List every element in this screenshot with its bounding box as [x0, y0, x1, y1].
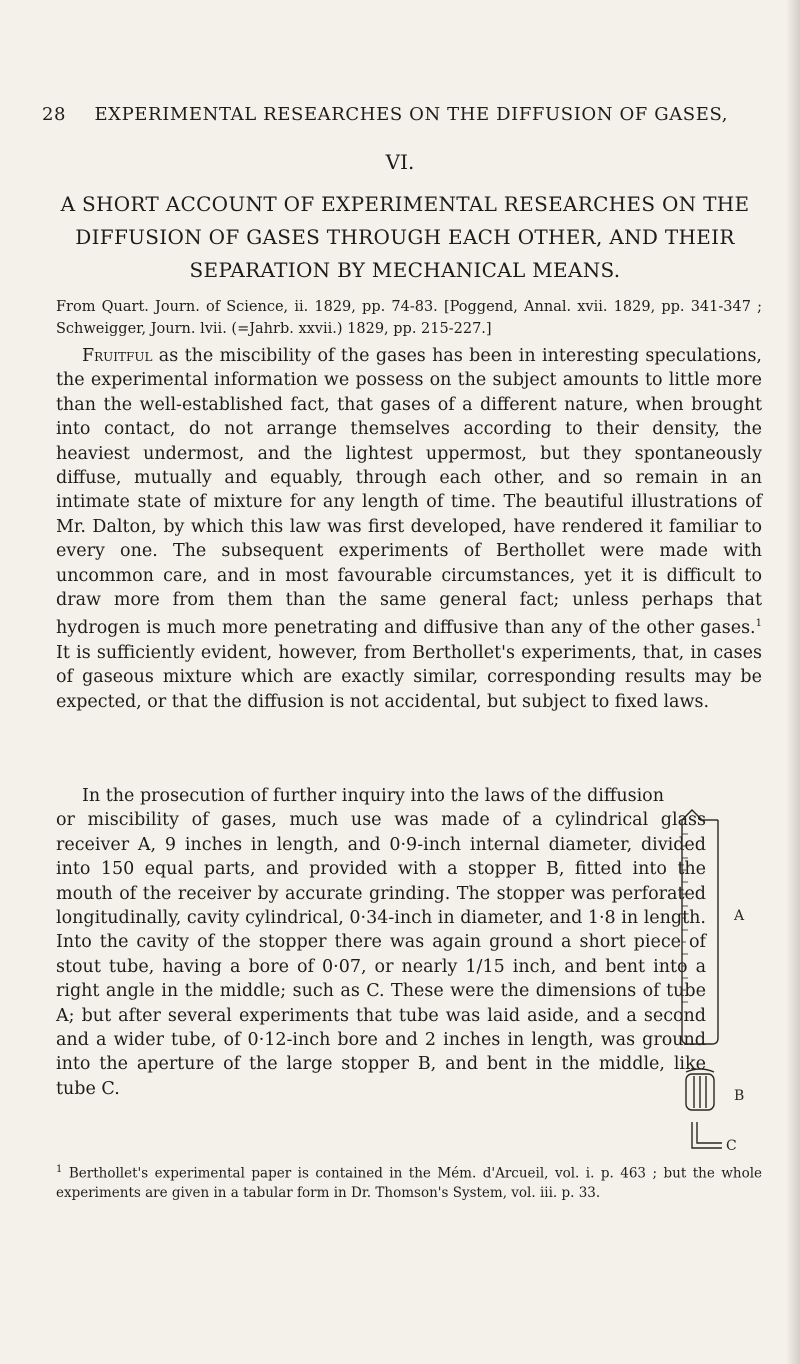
apparatus-figure [664, 810, 774, 1154]
receiver-tube-a [682, 810, 718, 1044]
paragraph-2-first-line: In the prosecution of further inquiry into the laws of the diffusion [82, 786, 664, 806]
footnote-text: Berthollet's experimental paper is contained in the Mém. d'Arcueil, vol. i. p. 463 ; but the whole experiments are given in a tabular form in Dr. Thomson's System, vol. iii. p. 33. [56, 1165, 763, 1201]
page-edge-shadow [786, 0, 800, 1364]
page-number: 28 [42, 104, 67, 125]
running-header [42, 104, 762, 125]
paragraph-1 [56, 344, 762, 714]
paragraph-lead-word: Fruitful [82, 346, 153, 366]
paragraph-2 [56, 784, 762, 1101]
footnote-mark: 1 [56, 1164, 63, 1175]
body-text [56, 344, 762, 714]
label-a: A [734, 908, 745, 924]
graduation-marks [682, 834, 688, 1002]
label-b: B [734, 1088, 745, 1104]
bent-tube-c [692, 1122, 722, 1148]
section-number: VI. [385, 150, 415, 174]
paragraph-1-text: as the miscibility of the gases has been in interesting speculations, the experimental information we possess on the subject amounts to little more than the well-established fact, that gases of a different nature, when brought into contact, do not arrange themselves according to their density, the heaviest undermost, and the lightest uppermost, but they spontaneously diffuse, mutually and equably, through each other, and so remain in an intimate state of mixture for any length of time. The beautiful illustrations of Mr. Dalton, by which this law was first developed, have rendered it familiar to every one. The subsequent experiments of Berthollet were made with uncommon care, and in most favourable circumstances, yet it is difficult to draw more from them than the same general fact; unless perhaps that hydrogen is much more penetrating and diffusive than any of the other gases. [56, 346, 762, 639]
running-title: EXPERIMENTAL RESEARCHES ON THE DIFFUSION OF GASES, [94, 104, 729, 125]
paragraph-1-text-continued: It is sufficiently evident, however, from Berthollet's experiments, that, in cases of gaseous mixture which are exactly similar, corresponding results may be expected, or that the diffusion is not accidental, but subject to fixed laws. [56, 642, 762, 712]
footnote-reference: 1 [755, 618, 762, 630]
paragraph-2-text: or miscibility of gases, much use was made of a cylindrical glass receiver A, 9 inches in length, and 0·9-inch internal diameter, divided into 150 equal parts, and provided with a stopper B, fitted into the mouth of the receiver by accurate grinding. The stopper was perforated longitudinally, cavity cylindrical, 0·34-inch in diameter, and 1·8 in length. Into the cavity of the stopper there was again ground a short piece of stout tube, having a bore of 0·07, or nearly 1/15 inch, and bent into a right angle in the middle; such as C. These were the dimensions of tube A; but after several experiments that tube was laid aside, and a second and a wider tube, of 0·12-inch bore and 2 inches in length, was ground into the aperture of the large stopper B, and bent in the middle, like tube C. [56, 810, 706, 1099]
footnote [56, 1160, 762, 1203]
source-citation: From Quart. Journ. of Science, ii. 1829, pp. 74-83. [Poggend, Annal. xvii. 1829, pp. 341-347 ; Schweigger, Journ. lvii. (=Jahrb. xxvii.) 1829, pp. 215-227.] [56, 299, 762, 337]
label-c: C [726, 1138, 737, 1154]
stopper-b [686, 1069, 714, 1110]
article-title: A SHORT ACCOUNT OF EXPERIMENTAL RESEARCHES ON THE DIFFUSION OF GASES THROUGH EACH OTHER, AND THEIR SEPARATION BY MECHANICAL MEANS. [60, 192, 750, 282]
